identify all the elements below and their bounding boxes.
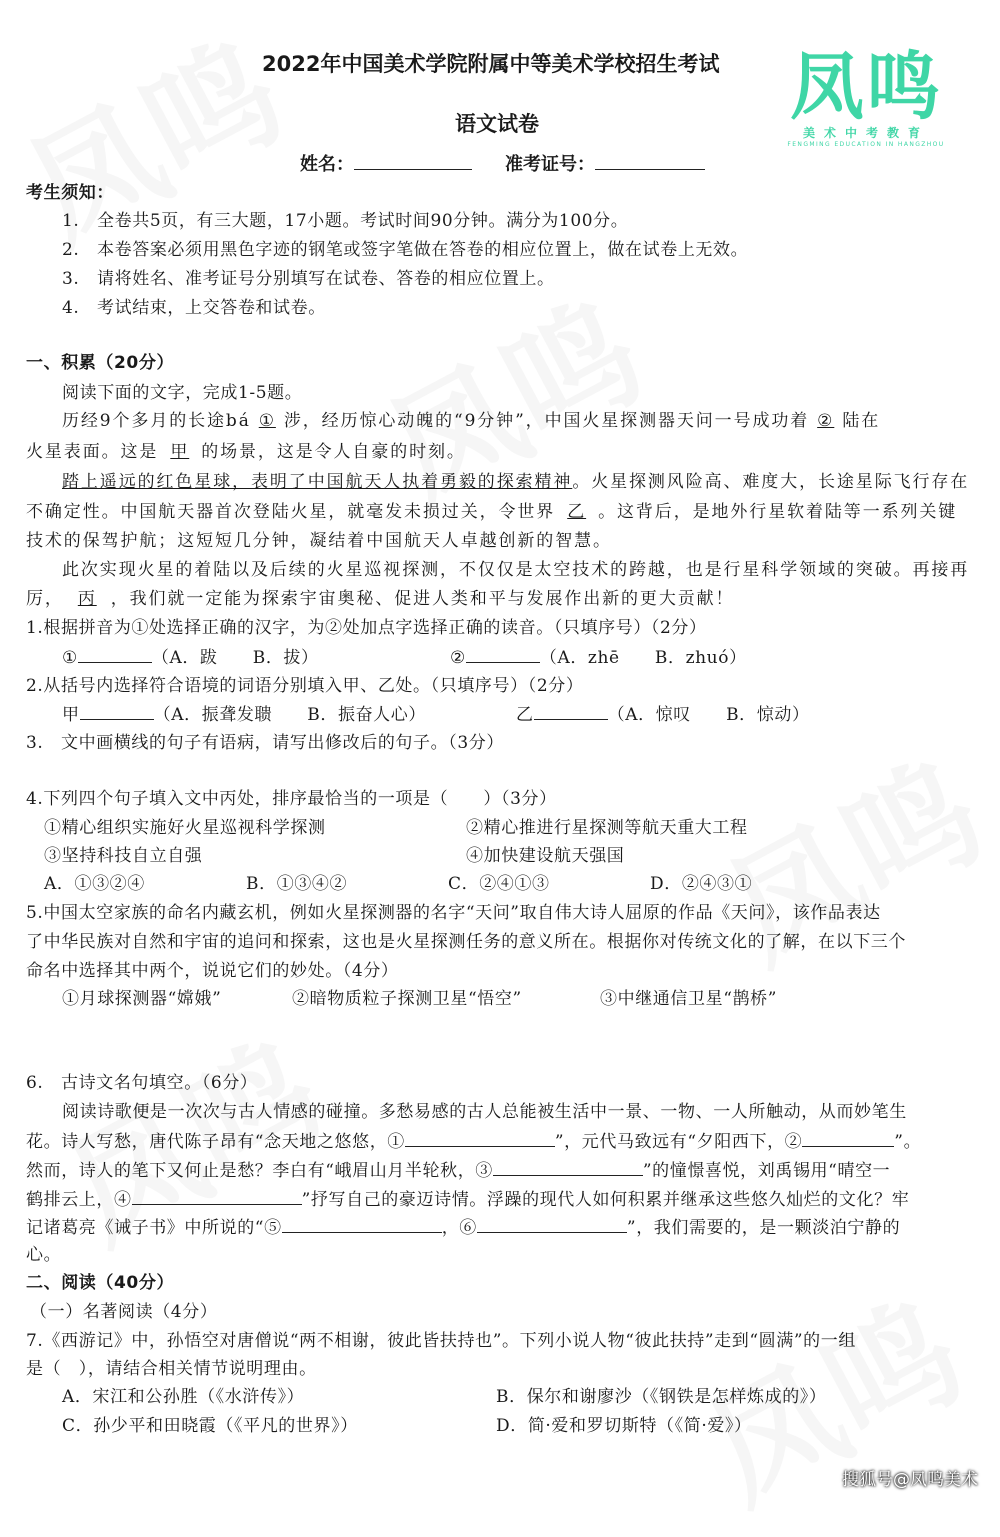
passage-text: 涉，经历惊心动魄的“9分钟”，中国火星探测器天问一号成功着 [283,411,810,431]
watermark [351,250,668,537]
q6-text: ”，我们需要的，是一颗淡泊宁静的 [626,1218,901,1238]
option-label: 甲 [62,705,80,725]
logo-main-text: 凤鸣 [790,44,942,130]
option-choices: （A．惊叹 B．惊动） [607,705,810,725]
q7-choice: B．保尔和谢廖沙（《钢铁是怎样炼成的》） [496,1387,827,1407]
option-choices: （A．振聋发聩 B．振奋人心） [153,705,426,725]
passage-text: 。火星探测风险高、难度大，长途星际飞行存在 [572,472,970,492]
q6-text: ”的憧憬喜悦，刘禹锡用“晴空一 [642,1161,891,1181]
notice-item: 2. 本卷答案必须用黑色字迹的钢笔或签字笔做在答卷的相应位置上，做在试卷上无效。 [62,240,749,260]
watermark [691,710,1000,997]
passage-text: 。这背后，是地外行星软着陆等一系列关键 [598,502,958,522]
q2-option [62,703,426,726]
passage-text: 的场景，这是令人自豪的时刻。 [201,442,466,462]
passage-line [62,410,880,432]
option-choices: （A．跋 B．拔） [151,648,319,668]
underlined-sentence: 踏上遥远的红色星球，表明了中国航天人执着勇毅的探索精神 [62,472,573,492]
question-4: 4.下列四个句子填入文中丙处，排序最恰当的一项是（ ）（3分） [26,789,557,809]
name-field [300,150,472,176]
blank-yi: 乙 [567,502,587,522]
section-heading: 二、阅读（40分） [26,1273,175,1293]
question-6: 6. 古诗文名句填空。（6分） [26,1073,258,1093]
q6-text: ”，元代马致远有“夕阳西下，② [554,1132,803,1152]
passage-line [62,471,969,493]
brand-logo [786,44,946,148]
logo-en-text: FENGMING EDUCATION IN HANGZHOU [787,141,945,148]
q6-text: 然而，诗人的笔下又何止是愁？李白有“峨眉山月半轮秋，③ [26,1161,493,1181]
q6-line [26,1216,900,1239]
q5-option: ③中继通信卫星“鹊桥” [600,989,777,1009]
q1-option [62,646,319,669]
passage-line [26,441,466,463]
option-label: 乙 [516,705,534,725]
q4-choice: B．①③④② [246,874,348,894]
q4-choice: C．②④①③ [448,874,550,894]
exam-id-label: 准考证号： [505,154,595,175]
passage-line: 技术的保驾护航；这短短几分钟，凝结着中国航天人卓越创新的智慧。 [26,531,612,551]
notice-item: 1. 全卷共5页，有三大题，17小题。考试时间90分钟。满分为100分。 [62,211,629,231]
notice-item: 3. 请将姓名、准考证号分别填写在试卷、答卷的相应位置上。 [62,269,555,289]
passage-line [26,501,957,523]
option-label: ② [450,648,466,668]
q6-line [26,1188,909,1211]
question-5-cont: 命名中选择其中两个，说说它们的妙处。（4分） [26,961,399,981]
question-7-cont: 是（ ），请结合相关情节说明理由。 [26,1359,317,1379]
q4-sentence: ③坚持科技自立自强 [44,846,203,866]
logo-sub-text: 美术中考教育 [802,126,929,140]
q6-text: ”抒写自己的豪迈诗情。浮躁的现代人如何积累并继承这些悠久灿烂的文化？牢 [301,1190,910,1210]
option-choices: （A．zhē B．zhuó） [539,648,747,668]
passage-text: 厉， [26,589,64,609]
subsection-heading: （一）名著阅读（4分） [30,1302,218,1322]
blank-bing: 丙 [77,589,97,609]
q4-choice: D．②④③① [650,874,753,894]
question-1: 1.根据拼音为①处选择正确的汉字，为②处加点字选择正确的读音。（只填序号）（2分） [26,618,707,638]
q2-option [516,703,810,726]
q6-text: 鹤排云上，④ [26,1190,132,1210]
blank-jia: 甲 [170,442,190,462]
q5-option: ①月球探测器“嫦娥” [62,989,222,1009]
question-7: 7.《西游记》中，孙悟空对唐僧说“两不相谢，彼此皆扶持也”。下列小说人物“彼此扶持”走到“圆满”的一组 [26,1331,856,1351]
q6-text: ，⑥ [441,1218,477,1238]
footer-watermark: 搜狐号@凤鸣美术 [842,1470,978,1490]
question-5-cont: 了中华民族对自然和宇宙的追问和探索，这也是火星探测任务的意义所在。根据你对传统文化的了解，在以下三个 [26,932,906,952]
q4-choice: A．①③②④ [44,874,145,894]
question-5: 5.中国太空家族的命名内藏玄机，例如火星探测器的名字“天问”取自伟大诗人屈原的作品《天问》，该作品表达 [26,903,881,923]
q7-choice: D．简·爱和罗切斯特（《简·爱》） [496,1416,752,1436]
passage-text: ，我们就一定能为探索宇宙奥秘、促进人类和平与发展作出新的更大贡献！ [110,589,735,609]
passage-text: 不确定性。中国航天器首次登陆火星，就毫发未损过关，令世界 [26,502,556,522]
name-label: 姓名： [300,154,354,175]
notice-heading: 考生须知： [26,183,114,203]
q5-option: ②暗物质粒子探测卫星“悟空” [292,989,522,1009]
passage-text: 历经9个多月的长途bá [62,411,251,431]
watermark [0,0,309,277]
q6-text: 记诸葛亮《诫子书》中所说的“⑤ [26,1218,282,1238]
blank-1: ① [258,411,276,431]
page-title: 2022年中国美术学院附属中等美术学校招生考试 [262,52,720,76]
exam-id-field [505,150,705,176]
page-subtitle: 语文试卷 [455,112,539,136]
question-2: 2.从括号内选择符合语境的词语分别填入甲、乙处。（只填序号）（2分） [26,676,584,696]
section-heading: 一、积累（20分） [26,353,175,373]
q7-choice: C．孙少平和田晓霞（《平凡的世界》） [62,1416,358,1436]
q6-line [26,1159,890,1182]
question-3: 3. 文中画横线的句子有语病，请写出修改后的句子。（3分） [26,733,504,753]
q6-line: 心。 [26,1245,62,1265]
reading-intro: 阅读下面的文字，完成1-5题。 [62,383,303,403]
notice-item: 4. 考试结束，上交答卷和试卷。 [62,298,326,318]
q4-sentence: ④加快建设航天强国 [466,846,625,866]
q6-text: ”。 [894,1132,922,1152]
q1-option [450,646,747,669]
blank-2: ② [817,411,835,431]
q4-sentence: ②精心推进行星探测等航天重大工程 [466,818,748,838]
passage-line: 此次实现火星的着陆以及后续的火星巡视探测，不仅仅是太空技术的跨越，也是行星科学领域的突破。再接再 [62,560,970,580]
q4-sentence: ①精心组织实施好火星巡视科学探测 [44,818,326,838]
passage-line [26,588,734,610]
passage-text: 火星表面。这是 [26,442,159,462]
q6-line [26,1130,921,1153]
q7-choice: A．宋江和公孙胜（《水浒传》） [62,1387,305,1407]
q6-line: 阅读诗歌便是一次次与古人情感的碰撞。多愁易感的古人总能被生活中一景、一物、一人所触动，从而妙笔生 [62,1102,907,1122]
option-label: ① [62,648,78,668]
q6-text: 花。诗人写愁，唐代陈子昂有“念天地之悠悠，① [26,1132,405,1152]
passage-text: 陆在 [842,411,881,431]
